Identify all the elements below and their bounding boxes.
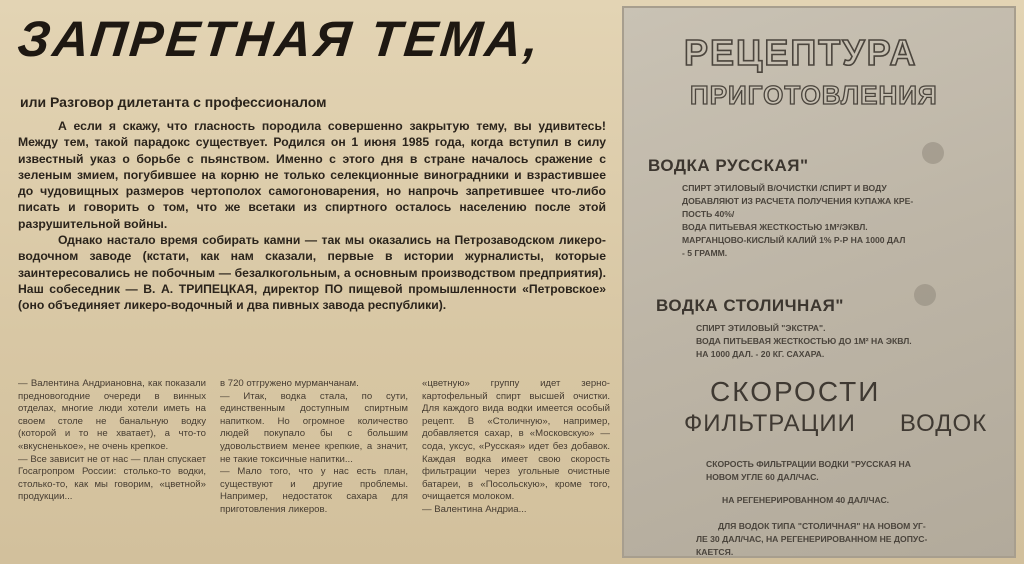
recipe-line: МАРГАНЦОВО-КИСЛЫЙ КАЛИЙ 1% Р-Р НА 1000 ДАЛ (682, 235, 906, 245)
recipe-section-heading: ВОДКА СТОЛИЧНАЯ" (656, 296, 844, 315)
column-paragraph: «цветную» группу идет зерно-картофельный спирт высшей очистки. Для каждого вида водки имеется особый рецепт. В «Столичную», например, добавляется сахар, в «Московскую» — сода, уксус, «Русская» идет без добавок. Каждая водка имеет свою скорость фильтрации через угольные очистные батареи, в «Посольскую», кроме того, очищается молоком. (422, 378, 610, 503)
recipe-card-title: РЕЦЕПТУРА (684, 32, 918, 73)
pin-hole-icon (914, 284, 936, 306)
recipe-line: СПИРТ ЭТИЛОВЫЙ В/ОЧИСТКИ /СПИРТ И ВОДУ (682, 183, 887, 193)
recipe-line: НА 1000 ДАЛ. - 20 КГ. САХАРА. (696, 349, 825, 359)
rates-title: СКОРОСТИ (710, 376, 881, 407)
recipe-card-subtitle: ПРИГОТОВЛЕНИЯ (690, 80, 938, 110)
rates-subtitle-part: ВОДОК (899, 410, 988, 437)
article-columns (18, 378, 610, 562)
article-lead (18, 118, 606, 314)
lead-paragraph: А если я скажу, что гласность породила совершенно закрытую тему, вы удивитесь! Между тем, такой парадокс существует. Родился он 1 июня 1985 года, когда вступил в силу известный указ о борьбе с пьянством. Именно с этого дня в стране началось сражение с зеленым змием, погубившее на корню не только селекционные виноградники и взрастившее до чудовищных размеров чертополох самогоноварения, но напрочь запретившее что-либо писать и говорить о том, что же всетаки из спиртного осталось населению после этой разрушительной войны. (18, 119, 606, 231)
rates-subtitle-part: ФИЛЬТРАЦИИ (684, 410, 856, 437)
rate-line: НОВОМ УГЛЕ 60 ДАЛ/ЧАС. (706, 472, 819, 482)
rates-subtitle (684, 410, 987, 438)
article-column (18, 378, 206, 562)
lead-paragraph: Однако настало время собирать камни — так мы оказались на Петрозаводском ликеро-водочном заводе (кстати, как нам сказали, первые в истории журналисты, которые заинтересовались не побочным — безалкогольным, а основным производством предприятия). Наш собеседник — В. А. ТРИПЕЦКАЯ, директор ПО пищевой промышленности «Петровское» (оно объединяет ликеро-водочный и два пивных завода республики). (18, 233, 606, 313)
column-paragraph: — Валентина Андриановна, как показали предновогодние очереди в винных отделах, многие люди хотели иметь на своем столе не банальную водку (которой и то не хватает), а что-то «вкусненькое», не очень крепкое. (18, 378, 206, 452)
recipe-section (656, 296, 912, 361)
column-paragraph: — Мало того, что у нас есть план, существуют и другие проблемы. Например, недостаток сахара для приготовления ликеров. (220, 466, 408, 515)
column-paragraph: — Итак, водка стала, по сути, единственным доступным спиртным напитком. Но огромное количество людей покупало бы с большим удовольствием менее крепкие, а значит, не такие токсичные напитки... (220, 390, 408, 465)
recipe-line: ВОДА ПИТЬЕВАЯ ЖЕСТКОСТЬЮ ДО 1М² НА ЭКВЛ. (696, 336, 912, 346)
recipe-line: ВОДА ПИТЬЕВАЯ ЖЕСТКОСТЬЮ 1М²/ЭКВЛ. (682, 222, 868, 232)
recipe-section (648, 156, 913, 260)
recipe-line: ПОСТЬ 40%/ (682, 209, 735, 219)
recipe-card-photo (622, 6, 1016, 558)
article-subtitle: или Разговор дилетанта с профессионалом (20, 94, 327, 110)
recipe-section-heading: ВОДКА РУССКАЯ" (648, 156, 809, 175)
rate-line: КАЕТСЯ. (696, 547, 734, 557)
article (14, 6, 614, 562)
rate-line: ДЛЯ ВОДОК ТИПА "СТОЛИЧНАЯ" НА НОВОМ УГ- (718, 521, 926, 531)
column-paragraph: в 720 отгружено мурманчанам. (220, 378, 359, 389)
rate-line: СКОРОСТЬ ФИЛЬТРАЦИИ ВОДКИ "РУССКАЯ НА (706, 459, 911, 469)
column-paragraph: — Валентина Андриа... (422, 503, 527, 515)
pin-hole-icon (922, 142, 944, 164)
rate-line: ЛЕ 30 ДАЛ/ЧАС, НА РЕГЕНЕРИРОВАННОМ НЕ ДОПУС- (696, 534, 928, 544)
rate-line: НА РЕГЕНЕРИРОВАННОМ 40 ДАЛ/ЧАС. (722, 495, 890, 505)
article-column (220, 378, 408, 562)
column-paragraph: — Все зависит не от нас — план спускает Госагропром России: столько-то водки, столько-то, как мы говорим, «цветной» продукции... (18, 453, 206, 503)
article-column (422, 378, 610, 562)
recipe-line: - 5 ГРАММ. (682, 248, 728, 258)
article-headline: ЗАПРЕТНАЯ ТЕМА, (15, 11, 545, 67)
recipe-line: ДОБАВЛЯЮТ ИЗ РАСЧЕТА ПОЛУЧЕНИЯ КУПАЖА КРЕ- (682, 196, 914, 206)
recipe-line: СПИРТ ЭТИЛОВЫЙ "ЭКСТРА". (696, 323, 826, 333)
